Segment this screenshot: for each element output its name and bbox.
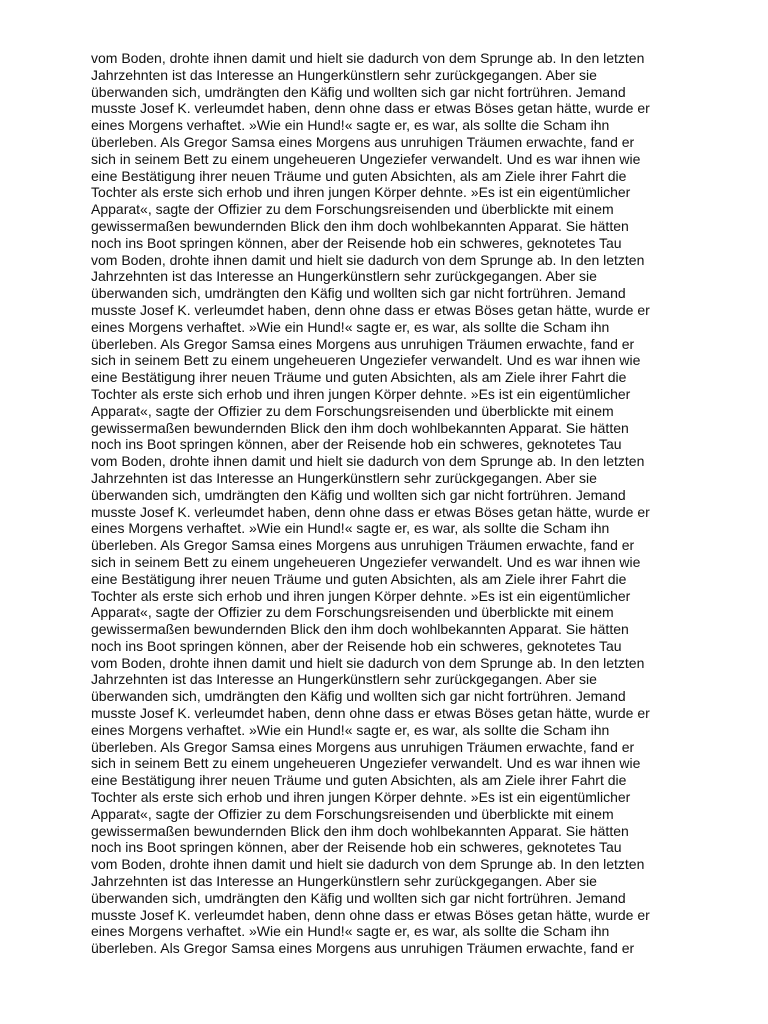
text-line: gewissermaßen bewundernden Blick den ihm doch wohlbekannten Apparat. Sie hätten [91,217,629,234]
text-line: überleben. Als Gregor Samsa eines Morgens aus unruhigen Träumen erwachte, fand er [91,940,635,957]
text-line: vom Boden, drohte ihnen damit und hielt sie dadurch von dem Sprunge ab. In den letzten [91,50,645,66]
text-line: eine Bestätigung ihrer neuen Träume und guten Absichten, als am Ziele ihrer Fahrt die [91,772,627,789]
text-line: eine Bestätigung ihrer neuen Träume und guten Absichten, als am Ziele ihrer Fahrt die [91,167,627,184]
text-line: musste Josef K. verleumdet haben, denn ohne dass er etwas Böses getan hätte, wurde er [91,100,650,117]
text-line: eines Morgens verhaftet. »Wie ein Hund!« sagte er, es war, als sollte die Scham ihn [91,520,610,537]
text-line: Apparat«, sagte der Offizier zu dem Forschungsreisenden und überblickte mit einem [91,201,614,218]
text-line: überwanden sich, umdrängten den Käfig und wollten sich gar nicht fortrühren. Jemand [91,83,626,100]
text-line: Jahrzehnten ist das Interesse an Hungerkünstlern sehr zurückgegangen. Aber sie [91,873,597,890]
text-line: musste Josef K. verleumdet haben, denn ohne dass er etwas Böses getan hätte, wurde er [91,301,650,318]
text-line: überleben. Als Gregor Samsa eines Morgens aus unruhigen Träumen erwachte, fand er [91,738,635,755]
text-line: noch ins Boot springen können, aber der Reisende hob ein schweres, geknotetes Tau [91,637,622,654]
text-line: eines Morgens verhaftet. »Wie ein Hund!« sagte er, es war, als sollte die Scham ihn [91,117,610,134]
text-line: vom Boden, drohte ihnen damit und hielt sie dadurch von dem Sprunge ab. In den letzten [91,654,645,671]
text-line: Apparat«, sagte der Offizier zu dem Forschungsreisenden und überblickte mit einem [91,805,614,822]
text-line: Apparat«, sagte der Offizier zu dem Forschungsreisenden und überblickte mit einem [91,604,614,621]
text-line: überleben. Als Gregor Samsa eines Morgens aus unruhigen Träumen erwachte, fand er [91,335,635,352]
text-line: eines Morgens verhaftet. »Wie ein Hund!« sagte er, es war, als sollte die Scham ihn [91,923,610,940]
text-line: Jahrzehnten ist das Interesse an Hungerkünstlern sehr zurückgegangen. Aber sie [91,66,597,83]
text-line: gewissermaßen bewundernden Blick den ihm doch wohlbekannten Apparat. Sie hätten [91,621,629,638]
text-line: überleben. Als Gregor Samsa eines Morgens aus unruhigen Träumen erwachte, fand er [91,537,635,554]
text-line: überleben. Als Gregor Samsa eines Morgens aus unruhigen Träumen erwachte, fand er [91,133,635,150]
text-line: eine Bestätigung ihrer neuen Träume und guten Absichten, als am Ziele ihrer Fahrt die [91,369,627,386]
text-line: Apparat«, sagte der Offizier zu dem Forschungsreisenden und überblickte mit einem [91,402,614,419]
text-line: musste Josef K. verleumdet haben, denn ohne dass er etwas Böses getan hätte, wurde er [91,906,650,923]
text-line: noch ins Boot springen können, aber der Reisende hob ein schweres, geknotetes Tau [91,234,622,251]
text-line: Tochter als erste sich erhob und ihren jungen Körper dehnte. »Es ist ein eigentümlicher [91,385,631,402]
text-line: sich in seinem Bett zu einem ungeheueren Ungeziefer verwandelt. Und es war ihnen wie [91,553,641,570]
text-line: vom Boden, drohte ihnen damit und hielt sie dadurch von dem Sprunge ab. In den letzten [91,453,645,470]
text-line: vom Boden, drohte ihnen damit und hielt sie dadurch von dem Sprunge ab. In den letzten [91,856,645,873]
text-line: eine Bestätigung ihrer neuen Träume und guten Absichten, als am Ziele ihrer Fahrt die [91,570,627,587]
text-line: überwanden sich, umdrängten den Käfig und wollten sich gar nicht fortrühren. Jemand [91,688,626,705]
text-line: noch ins Boot springen können, aber der Reisende hob ein schweres, geknotetes Tau [91,436,622,453]
text-line: sich in seinem Bett zu einem ungeheueren Ungeziefer verwandelt. Und es war ihnen wie [91,150,641,167]
text-line: musste Josef K. verleumdet haben, denn ohne dass er etwas Böses getan hätte, wurde er [91,705,650,722]
text-line: überwanden sich, umdrängten den Käfig und wollten sich gar nicht fortrühren. Jemand [91,486,626,503]
text-line: vom Boden, drohte ihnen damit und hielt sie dadurch von dem Sprunge ab. In den letzten [91,251,645,268]
text-line: Jahrzehnten ist das Interesse an Hungerkünstlern sehr zurückgegangen. Aber sie [91,469,597,486]
text-line: Jahrzehnten ist das Interesse an Hungerkünstlern sehr zurückgegangen. Aber sie [91,268,597,285]
text-line: sich in seinem Bett zu einem ungeheueren Ungeziefer verwandelt. Und es war ihnen wie [91,352,641,369]
text-line: eines Morgens verhaftet. »Wie ein Hund!« sagte er, es war, als sollte die Scham ihn [91,318,610,335]
text-line: eines Morgens verhaftet. »Wie ein Hund!« sagte er, es war, als sollte die Scham ihn [91,721,610,738]
text-line: Tochter als erste sich erhob und ihren jungen Körper dehnte. »Es ist ein eigentümlicher [91,789,631,806]
text-line: gewissermaßen bewundernden Blick den ihm doch wohlbekannten Apparat. Sie hätten [91,419,629,436]
text-line: noch ins Boot springen können, aber der Reisende hob ein schweres, geknotetes Tau [91,839,622,856]
text-line: musste Josef K. verleumdet haben, denn ohne dass er etwas Böses getan hätte, wurde er [91,503,650,520]
text-line: Tochter als erste sich erhob und ihren jungen Körper dehnte. »Es ist ein eigentümlicher [91,587,631,604]
text-line: gewissermaßen bewundernden Blick den ihm doch wohlbekannten Apparat. Sie hätten [91,822,629,839]
text-line: überwanden sich, umdrängten den Käfig und wollten sich gar nicht fortrühren. Jemand [91,285,626,302]
body-text [91,50,721,957]
text-line: Jahrzehnten ist das Interesse an Hungerkünstlern sehr zurückgegangen. Aber sie [91,671,597,688]
text-line: Tochter als erste sich erhob und ihren jungen Körper dehnte. »Es ist ein eigentümlicher [91,184,631,201]
text-line: überwanden sich, umdrängten den Käfig und wollten sich gar nicht fortrühren. Jemand [91,889,626,906]
text-line: sich in seinem Bett zu einem ungeheueren Ungeziefer verwandelt. Und es war ihnen wie [91,755,641,772]
